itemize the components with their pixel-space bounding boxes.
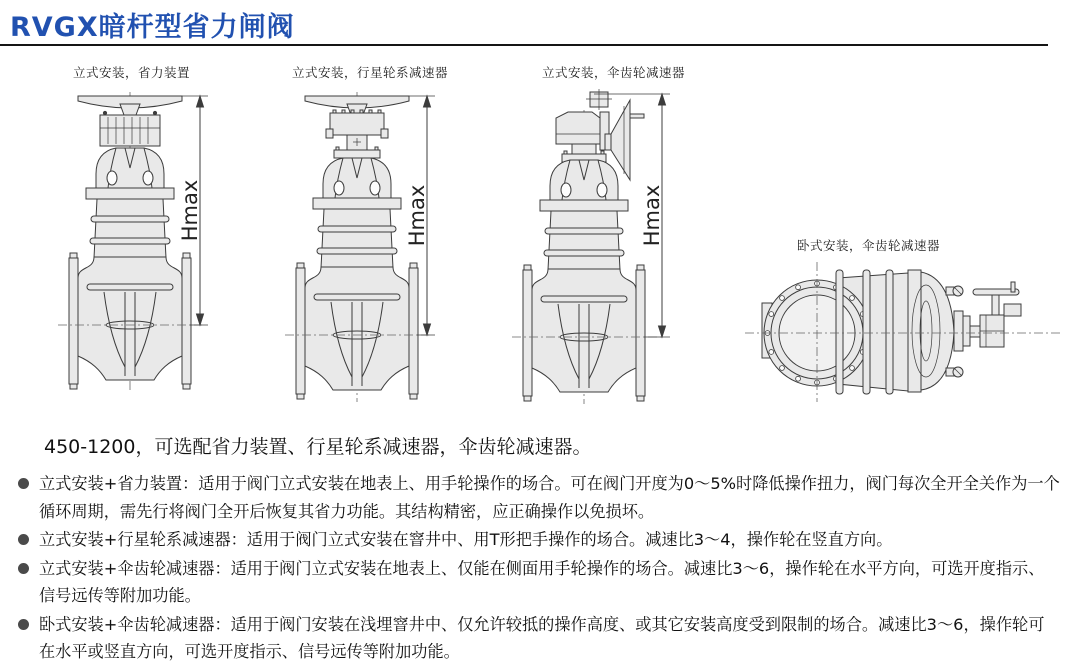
valve-drawing-horizontal — [743, 256, 1065, 404]
caption-horizontal-bevel-reducer: 卧式安装，伞齿轮减速器 — [797, 238, 941, 253]
list-item — [18, 555, 1060, 610]
hmax-dimension-label: Hmax — [178, 179, 202, 242]
feature-text-bevel-vertical: 立式安装+伞齿轮减速器：适用于阀门立式安装在地表上、仅能在侧面用手轮操作的场合。减速比3～6，操作轮在水平方向，可选开度指示、信号远传等附加功能。 — [39, 558, 1045, 605]
bullet-icon — [18, 563, 29, 574]
feature-text-planetary: 立式安装+行星轮系减速器：适用于阀门立式安装在窨井中、用T形把手操作的场合。减速比3～4，操作轮在竖直方向。 — [39, 530, 893, 549]
valve-drawing-power-device — [40, 86, 240, 416]
caption-vertical-bevel-reducer: 立式安装，伞齿轮减速器 — [542, 65, 686, 80]
page-title: RVGX暗杆型省力闸阀 — [10, 12, 295, 43]
feature-text-power-device: 立式安装+省力装置：适用于阀门立式安装在地表上、用手轮操作的场合。可在阀门开度为0～5%时降低操作扭力，阀门每次全开全关作为一个循环周期，需先行将阀门全开后恢复其省力功能。其结构精密，应正确操作以免损坏。 — [39, 474, 1060, 521]
bullet-icon — [18, 478, 29, 489]
hmax-dimension-label: Hmax — [405, 184, 429, 247]
caption-vertical-planetary-reducer: 立式安装，行星轮系减速器 — [292, 65, 449, 80]
bullet-icon — [18, 619, 29, 630]
size-range-note: 450-1200，可选配省力装置、行星轮系减速器，伞齿轮减速器。 — [44, 436, 592, 458]
valve-drawing-bevel-reducer — [494, 86, 704, 416]
list-item — [18, 611, 1060, 666]
feature-text-bevel-horizontal: 卧式安装+伞齿轮减速器：适用于阀门安装在浅埋窨井中、仅允许较抵的操作高度、或其它安装高度受到限制的场合。减速比3～6，操作轮可在水平或竖直方向，可选开度指示、信号远传等附加功能。 — [39, 614, 1045, 661]
title-underline — [0, 44, 1048, 46]
list-item — [18, 526, 1060, 554]
feature-list — [18, 470, 1060, 667]
list-item — [18, 470, 1060, 525]
valve-drawing-planetary-reducer — [267, 86, 467, 416]
hmax-dimension-label: Hmax — [640, 184, 664, 247]
bullet-icon — [18, 534, 29, 545]
caption-vertical-power-device: 立式安装，省力装置 — [73, 65, 191, 80]
